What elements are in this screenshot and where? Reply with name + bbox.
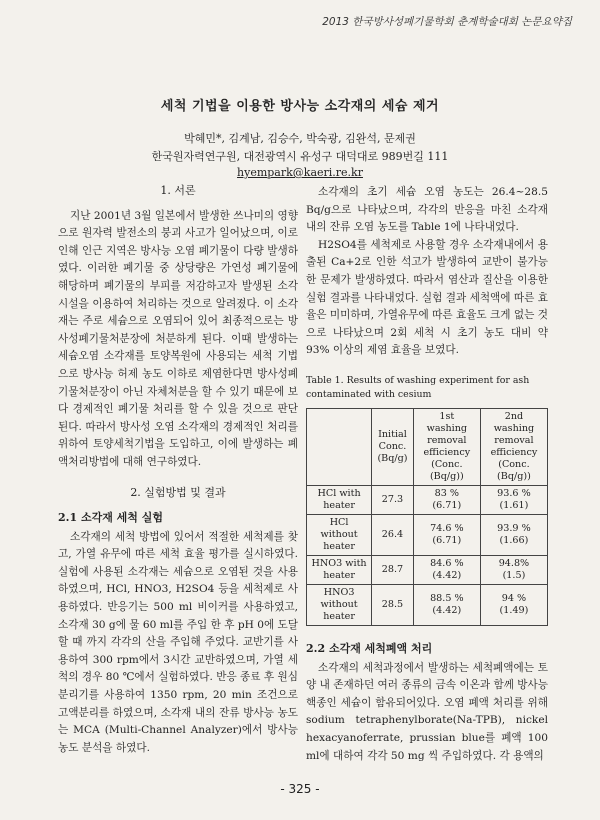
table-header-cell: 2nd washing removal efficiency (Conc.(Bq/g)) (480, 408, 547, 485)
table-cell-w1 (413, 514, 480, 555)
paper-title: 세척 기법을 이용한 방사능 소각재의 세슘 제거 (160, 99, 440, 114)
table-cell-initial: 27.3 (372, 485, 414, 514)
w2-conc: (1.61) (499, 499, 529, 511)
paper-affiliation: 한국원자력연구원, 대전광역시 유성구 대덕대로 989번길 111 (151, 150, 449, 163)
w2-percent: 94 % (501, 592, 527, 604)
w2-percent: 93.6 % (497, 487, 531, 499)
section-title-intro: 1. 서론 (160, 184, 196, 197)
subsection-title-washing: 2.1 소각재 세척 실험 (58, 511, 164, 525)
w2-percent: 94.8% (498, 557, 530, 569)
table-cell-label: HNO3 with heater (307, 555, 372, 584)
w2-conc: (1.66) (499, 534, 529, 546)
w2-conc: (1.49) (499, 604, 529, 616)
table-cell-label: HCl with heater (307, 485, 372, 514)
table-cell-w2 (480, 514, 547, 555)
w1-conc: (6.71) (432, 499, 462, 511)
right-paragraph-2: H2SO4를 세척제로 사용할 경우 소각재내에서 용출된 Ca+2로 인한 석고가 발생하여 교반이 불가능한 문제가 발생하였다. 따라서 염산과 질산을 이용한 실험 결과를 나타내었다. 실험 결과 세척액에 따른 효율은 미미하며, 가열유무에 따른 효율도 크게 없는 것으로 나타났으며 2회 세척 시 초기 농도 대비 약 93% 이상의 제염 효율을 보였다. (306, 238, 548, 357)
w1-percent: 84.6 % (430, 557, 464, 569)
results-table (306, 408, 548, 626)
w1-percent: 83 % (434, 487, 460, 499)
left-column (58, 176, 298, 757)
w1-conc: (4.42) (432, 569, 462, 581)
table-cell-initial: 28.7 (372, 555, 414, 584)
right-column (306, 176, 548, 765)
table-caption: Table 1. Results of washing experiment for ash contaminated with cesium (306, 374, 530, 400)
w1-percent: 74.6 % (430, 522, 464, 534)
paper-authors: 박혜민*, 김계남, 김승수, 박숙광, 김완석, 문제권 (184, 132, 416, 145)
table-header-cell: Initial Conc. (Bq/g) (372, 408, 414, 485)
w2-conc: (1.5) (502, 569, 526, 581)
table-cell-w1 (413, 485, 480, 514)
w2-percent: 93.9 % (497, 522, 531, 534)
table-cell-w2 (480, 584, 547, 625)
waste-paragraph: 소각재의 세척과정에서 발생하는 세척폐액에는 토양 내 존재하던 여러 종류의 금속 이온과 함께 방사능 핵종인 세슘이 함유되어있다. 오염 폐액 처리를 위해 sodium tetraphenylborate(Na-TPB), nickel hexacyanoferrate, prussian blue를 폐액 100 ml에 대하여 각각 50 mg 씩 주입하였다. 각 용액의 (306, 661, 548, 762)
table-cell-w1 (413, 584, 480, 625)
table-row (307, 584, 548, 625)
page-number: - 325 - (280, 782, 320, 796)
table-cell-w2 (480, 485, 547, 514)
washing-paragraph: 소각재의 세척 방법에 있어서 적절한 세척제를 찾고, 가열 유무에 따른 세척 효율 평가를 실시하였다. 실험에 사용된 소각재는 세슘으로 오염된 것을 사용 하였으며, HCl, HNO3, H2SO4 등을 세척제로 사용하였다. 반응기는 500 ml 비이커를 사용하였고, 소각재 30 g에 물 60 ml를 주입 한 후 pH 0에 도달 할 때 까지 각각의 산을 주입해 주었다. 교반기를 사용하여 300 rpm에서 3시간 교반하였으며, 가열 세척의 경우 80 ℃에서 실험하였다. 반응 종료 후 원심분리기를 사용하여 1350 rpm, 20 min 조건으로 고액분리를 하였으며, 소각재 내의 잔류 방사능 농도는 MCA (Multi-Channel Analyzer)에서 방사능 농도 분석을 하였다. (58, 530, 299, 754)
table-row (307, 555, 548, 584)
table-cell-initial: 26.4 (372, 514, 414, 555)
table-row (307, 514, 548, 555)
table-row (307, 485, 548, 514)
intro-paragraph: 지난 2001년 3월 일본에서 발생한 쓰나미의 영향으로 원자력 발전소의 붕괴 사고가 일어났으며, 이로 인해 인근 지역은 방사능 오염 폐기물이 다량 발생하였다. 이러한 폐기물 중 상당량은 가연성 폐기물에 해당하며 폐기물의 부피를 저감하고자 발생된 소각시설을 이용하여 처리하는 것으로 알려졌다. 이 소각재는 주로 세슘으로 오염되어 있어 최종적으로는 방사성폐기물처분장에 처분하게 된다. 이때 발생하는 세슘오염 소각재를 토양복원에 사용되는 세척 기법으로 방사능 허제 농도 이하로 제염한다면 방사성폐기물처분장이 아닌 자체처분을 할 수 있기 때문에 보다 경제적인 폐기물 처리를 할 수 있을 것으로 판단된다. 따라서 방사성 오염 소각재의 경제적인 처리를 위하여 토양세척기법을 도입하고, 이에 발생하는 폐액처리방법에 대해 연구하였다. (58, 209, 298, 468)
table-cell-label: HCl without heater (307, 514, 372, 555)
table-cell-w1 (413, 555, 480, 584)
table-cell-w2 (480, 555, 547, 584)
w1-conc: (6.71) (432, 534, 462, 546)
table-header-cell: 1st washing removal efficiency (Conc.(Bq/g)) (413, 408, 480, 485)
w1-percent: 88.5 % (430, 592, 464, 604)
running-header: 2013 한국방사성폐기물학회 춘계학술대회 논문요약집 (322, 16, 572, 28)
table-header-cell (307, 408, 372, 485)
table-cell-initial: 28.5 (372, 584, 414, 625)
w1-conc: (4.42) (432, 604, 462, 616)
right-paragraph-1: 소각재의 초기 세슘 오염 농도는 26.4~28.5 Bq/g으로 나타났으며, 각각의 반응을 마친 소각재 내의 잔류 오염 농도를 Table 1에 나타내었다. (306, 186, 548, 234)
section-title-methods: 2. 실험방법 및 결과 (130, 485, 226, 499)
table-header-row (307, 408, 548, 485)
email-link[interactable]: hyempark@kaeri.re.kr (237, 166, 363, 179)
table-cell-label: HNO3 without heater (307, 584, 372, 625)
subsection-title-waste: 2.2 소각재 세척폐액 처리 (306, 641, 433, 655)
